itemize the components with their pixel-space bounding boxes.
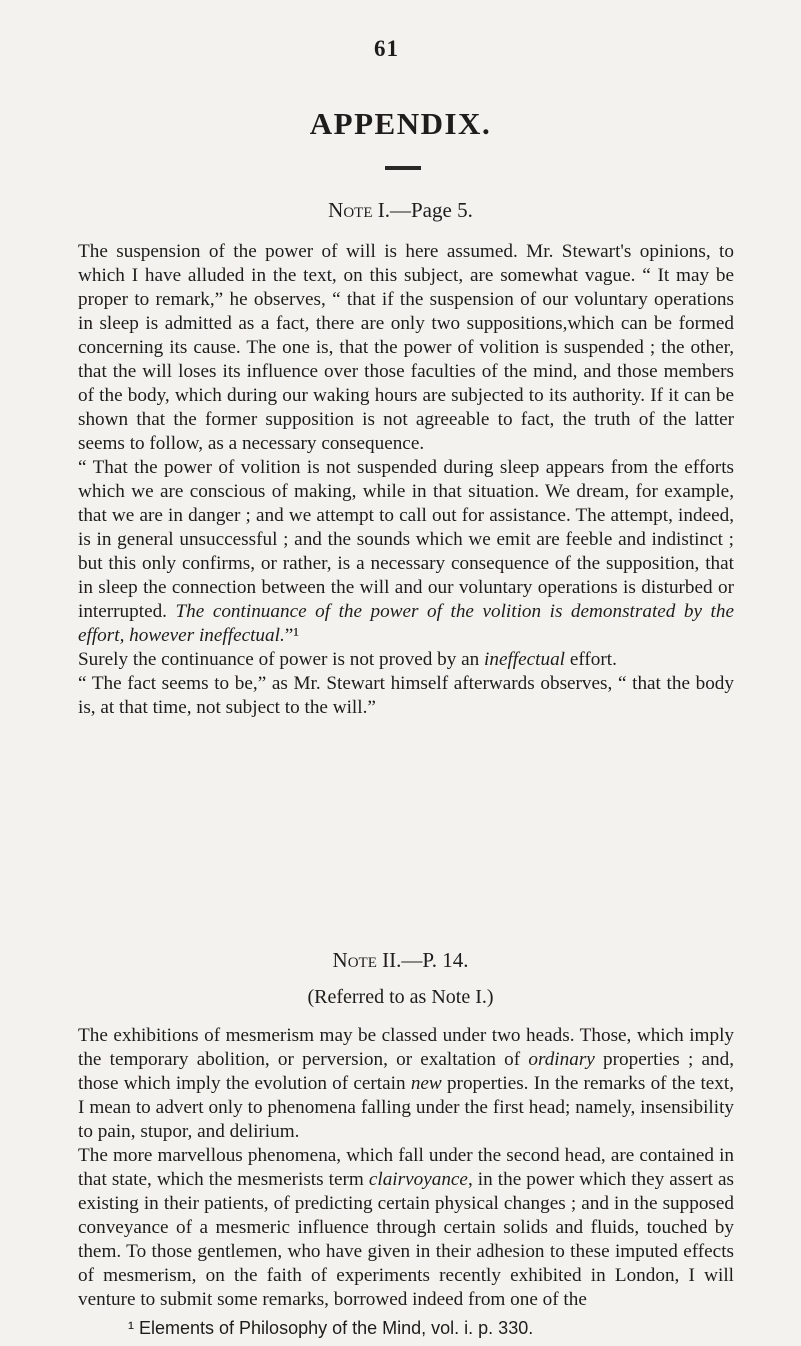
note1-paragraph-3 bbox=[78, 648, 734, 672]
note1-paragraph-2-text: “ That the power of volition is not suspended during sleep appears from the efforts which we are conscious of making, while in that situation. We dream, for example, that we are in danger ; and we attempt to call out for assistance. The attempt, indeed, is in general unsuccessful ; and the sounds which we emit are feeble and indistinct ; but this only confirms, or rather, is a necessary consequence of the supposition, that in sleep the connection between the will and our voluntary operations is disturbed or interrupted. bbox=[78, 457, 734, 622]
note1-body bbox=[78, 240, 734, 720]
note1-paragraph-1: The suspension of the power of will is here assumed. Mr. Stewart's opinions, to which I have alluded in the text, on this subject, are somewhat vague. “ It may be proper to remark,” he observes, “ that if the suspension of our voluntary operations in sleep is admitted as a fact, there are only two suppositions,which can be formed concerning its cause. The one is, that the power of volition is suspended ; the other, that the will loses its influence over those faculties of the mind, and those members of the body, which during our waking hours are subjected to its authority. If it can be shown that the former supposition is not agreeable to fact, the truth of the latter seems to follow, as a necessary consequence. bbox=[78, 241, 734, 454]
note1-paragraph-2-italic: The continuance of the power of the volition is demonstrated by the effort, however ineffectual. bbox=[78, 601, 734, 646]
page-number: 61 bbox=[374, 36, 399, 61]
note2-paragraph-2-a: The more marvellous phenomena, which fall under the second head, are contained in that state, which the mesmerists term bbox=[78, 1145, 734, 1190]
note1-paragraph-3-a: Surely the continuance of power is not proved by an bbox=[78, 649, 485, 670]
note2-paragraph-1-italic-1: ordinary bbox=[528, 1049, 595, 1070]
note1-paragraph-4: “ The fact seems to be,” as Mr. Stewart himself afterwards observes, “ that the body is, at that time, not subject to the will.” bbox=[78, 673, 734, 718]
note1-title bbox=[0, 198, 801, 223]
note2-paragraph-1-italic-2: new bbox=[410, 1073, 442, 1094]
note2-paragraph-2-b: , in the power which they assert as existing in their patients, of predicting certain physical changes ; and in the supposed conveyance of a mesmeric influence through certain solids and fluids, touched by them. To those gentlemen, who have given in their adhesion to these imputed effects of mesmerism, on the faith of experiments recently exhibited in London, I will venture to submit some remarks, borrowed indeed from one of the bbox=[78, 1169, 734, 1310]
note2-paragraph-1-b: properties ; and, those which imply the evolution of certain bbox=[78, 1049, 734, 1094]
page-heading: APPENDIX. bbox=[309, 106, 492, 141]
note1-paragraph-3-b: effort. bbox=[565, 649, 617, 670]
note1-paragraph-3-italic: ineffectual bbox=[484, 649, 566, 670]
note2-paragraph-1-c: properties. In the remarks of the text, I mean to advert only to phenomena falling under the first head; namely, insensibility to pain, stupor, and delirium. bbox=[78, 1073, 735, 1142]
note1-title-word: Note bbox=[328, 198, 373, 222]
note2-paragraph-2-italic: clairvoyance bbox=[368, 1169, 468, 1190]
note2-paragraph-1-a: The exhibitions of mesmerism may be classed under two heads. Those, which imply the temporary abolition, or perversion, or exaltation of bbox=[78, 1025, 734, 1070]
note2-title bbox=[0, 948, 801, 973]
note1-paragraph-2-end: ”¹ bbox=[284, 625, 300, 646]
note2-title-word: Note bbox=[332, 948, 377, 972]
footnote: ¹ Elements of Philosophy of the Mind, vol. i. p. 330. bbox=[128, 1318, 534, 1338]
heading-rule bbox=[385, 166, 421, 170]
note2-body bbox=[78, 1024, 734, 1312]
note2-referred: (Referred to as Note I.) bbox=[307, 986, 494, 1008]
note2-title-rest: II.—P. 14. bbox=[382, 948, 469, 972]
note2-paragraph-1 bbox=[78, 1024, 734, 1144]
note1-paragraph-2 bbox=[78, 456, 734, 648]
note2-paragraph-2 bbox=[78, 1144, 734, 1312]
note1-title-rest: I.—Page 5. bbox=[377, 198, 473, 222]
